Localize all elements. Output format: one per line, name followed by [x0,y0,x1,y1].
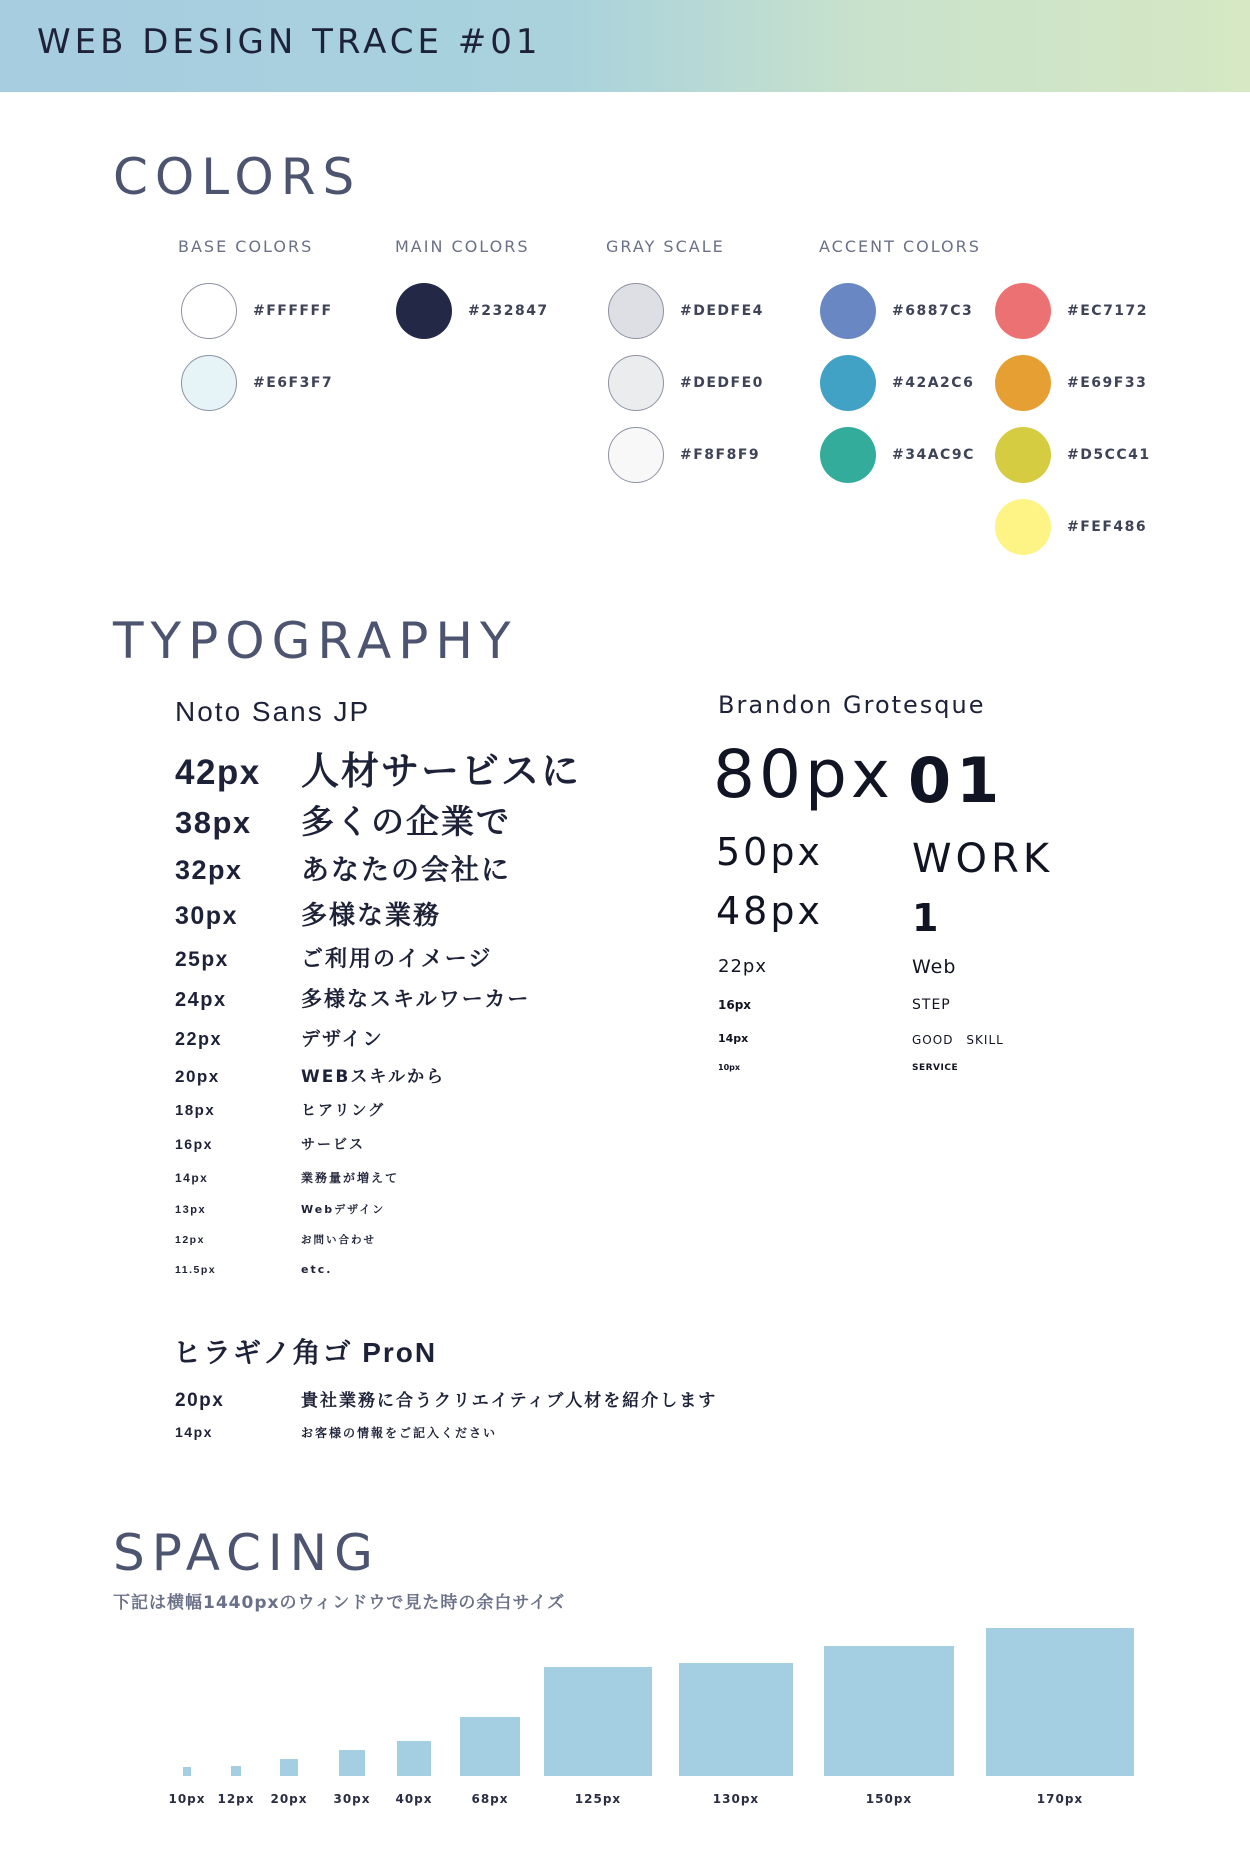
hex-code: #DEDFE4 [680,303,764,319]
hex-code: #42A2C6 [892,375,975,391]
type-size: 38px [175,805,252,840]
brandon-font-name: Brandon Grotesque [718,691,986,719]
brandon-size-22: 22px [718,956,767,977]
type-row [175,1232,376,1247]
type-size: 42px [175,753,261,792]
type-sample: デザイン [301,1028,384,1050]
swatch-accent-2 [820,355,974,411]
type-sample: お客様の情報をご記入ください [301,1426,498,1440]
color-dot [995,427,1051,483]
swatch-gray-2 [608,355,764,411]
main-colors-label: MAIN COLORS [395,237,530,256]
swatch-accent-3 [820,427,975,483]
type-size: 20px [175,1390,225,1411]
type-sample: 貴社業務に合うクリエイティブ人材を紹介します [301,1391,718,1411]
type-row [175,1062,445,1087]
gray-scale-label: GRAY SCALE [606,237,725,256]
hex-code: #FFFFFF [253,303,333,319]
type-size: 18px [175,1102,216,1119]
spacing-bar-label: 12px [217,1792,255,1806]
brandon-size-10: 10px [718,1063,741,1072]
spacing-bar-label: 130px [712,1792,760,1806]
swatch-main-1 [396,283,549,339]
type-sample: 人材サービスに [301,749,582,793]
colors-heading: COLORS [113,148,362,206]
brandon-sample-50: WORK [912,836,1054,882]
type-row [175,796,511,843]
type-sample: ヒアリング [301,1101,386,1119]
type-row [175,1134,365,1154]
hex-code: #232847 [468,303,549,319]
color-dot [608,283,664,339]
type-sample: WEBスキルから [301,1067,446,1087]
swatch-base-1 [181,283,333,339]
type-size: 13px [175,1204,207,1216]
swatch-accent-5 [995,355,1147,411]
swatch-accent-6 [995,427,1151,483]
spacing-bar [280,1759,297,1776]
spacing-heading: SPACING [113,1524,380,1582]
spacing-bar [339,1750,365,1776]
brandon-sample-80: 01 [908,744,1005,817]
spacing-bar [544,1667,653,1776]
type-sample: 多くの企業で [301,802,511,841]
spacing-bar [183,1767,192,1776]
swatch-accent-7 [995,499,1147,555]
spacing-bar [231,1766,241,1776]
header-banner [0,0,1250,92]
color-dot [820,355,876,411]
base-colors-label: BASE COLORS [178,237,314,256]
color-dot [995,355,1051,411]
type-row [175,1169,399,1186]
type-sample: あなたの会社に [301,853,512,886]
type-size: 14px [175,1424,213,1440]
type-size: 20px [175,1067,220,1086]
type-size: 12px [175,1234,205,1246]
brandon-sample-10: SERVICE [912,1063,959,1073]
hex-code: #D5CC41 [1067,447,1151,463]
hex-code: #FEF486 [1067,519,1148,535]
type-sample: サービス [301,1137,365,1153]
swatch-gray-1 [608,283,764,339]
type-size: 16px [175,1136,213,1152]
color-dot [995,283,1051,339]
hex-code: #34AC9C [892,447,975,463]
brandon-sample-22: Web [912,956,957,978]
type-sample: etc. [301,1263,333,1276]
color-dot [608,355,664,411]
type-row [175,848,511,888]
brandon-size-50: 50px [716,830,823,874]
type-row [175,740,581,795]
swatch-accent-1 [820,283,973,339]
type-size: 22px [175,1029,223,1049]
brandon-sample-16: STEP [912,997,951,1013]
type-row [175,1424,497,1441]
swatch-gray-3 [608,427,760,483]
type-size: 32px [175,855,243,885]
type-sample: 業務量が増えて [301,1171,400,1185]
page-title: WEB DESIGN TRACE #01 [37,22,542,62]
spacing-bar-label: 30px [333,1792,371,1806]
hex-code: #E69F33 [1067,375,1148,391]
hex-code: #DEDFE0 [680,375,764,391]
type-row [175,983,530,1013]
swatch-base-2 [181,355,333,411]
brandon-size-14: 14px [718,1032,749,1045]
type-row [175,1201,385,1217]
color-dot [181,283,237,339]
spacing-bar-label: 150px [865,1792,913,1806]
color-dot [396,283,452,339]
spacing-bar-label: 40px [395,1792,433,1806]
type-size: 25px [175,948,229,971]
color-dot [608,427,664,483]
spacing-bar [397,1741,432,1776]
spacing-bar [824,1646,955,1777]
type-sample: 多様なスキルワーカー [301,987,531,1011]
hex-code: #E6F3F7 [253,375,334,391]
color-dot [820,283,876,339]
type-sample: 多様な業務 [301,901,442,931]
noto-font-name: Noto Sans JP [175,696,371,727]
type-row [175,1386,717,1412]
type-size: 24px [175,989,227,1011]
spacing-bar-label: 20px [270,1792,308,1806]
brandon-sample-14: GOOD SKILL [912,1033,1004,1047]
type-size: 14px [175,1171,209,1185]
spacing-bar-label: 68px [471,1792,509,1806]
color-dot [995,499,1051,555]
type-row [175,942,492,973]
brandon-size-48: 48px [716,889,823,933]
brandon-sample-48: 1 [912,896,939,940]
hex-code: #F8F8F9 [680,447,761,463]
type-size: 11.5px [175,1264,217,1276]
type-sample: ご利用のイメージ [301,947,493,972]
type-sample: お問い合わせ [301,1234,376,1246]
color-dot [820,427,876,483]
typography-heading: TYPOGRAPHY [113,612,518,670]
swatch-accent-4 [995,283,1148,339]
spacing-bar [986,1628,1134,1776]
accent-colors-label: ACCENT COLORS [819,237,981,256]
type-row [175,1024,384,1051]
hex-code: #6887C3 [892,303,974,319]
hiragino-font-name: ヒラギノ角ゴ ProN [173,1337,438,1368]
brandon-size-16: 16px [718,998,752,1012]
spacing-bar-label: 170px [1036,1792,1084,1806]
hex-code: #EC7172 [1067,303,1149,319]
type-row [175,895,441,932]
spacing-bar-label: 10px [168,1792,206,1806]
spacing-bar [460,1717,519,1776]
spacing-bar [679,1663,792,1776]
color-dot [181,355,237,411]
type-size: 30px [175,902,238,930]
type-row [175,1263,332,1276]
type-sample: Webデザイン [301,1203,386,1216]
spacing-note: 下記は横幅1440pxのウィンドウで見た時の余白サイズ [113,1593,566,1613]
brandon-size-80: 80px [713,736,894,813]
spacing-bar-label: 125px [574,1792,622,1806]
type-row [175,1099,385,1120]
